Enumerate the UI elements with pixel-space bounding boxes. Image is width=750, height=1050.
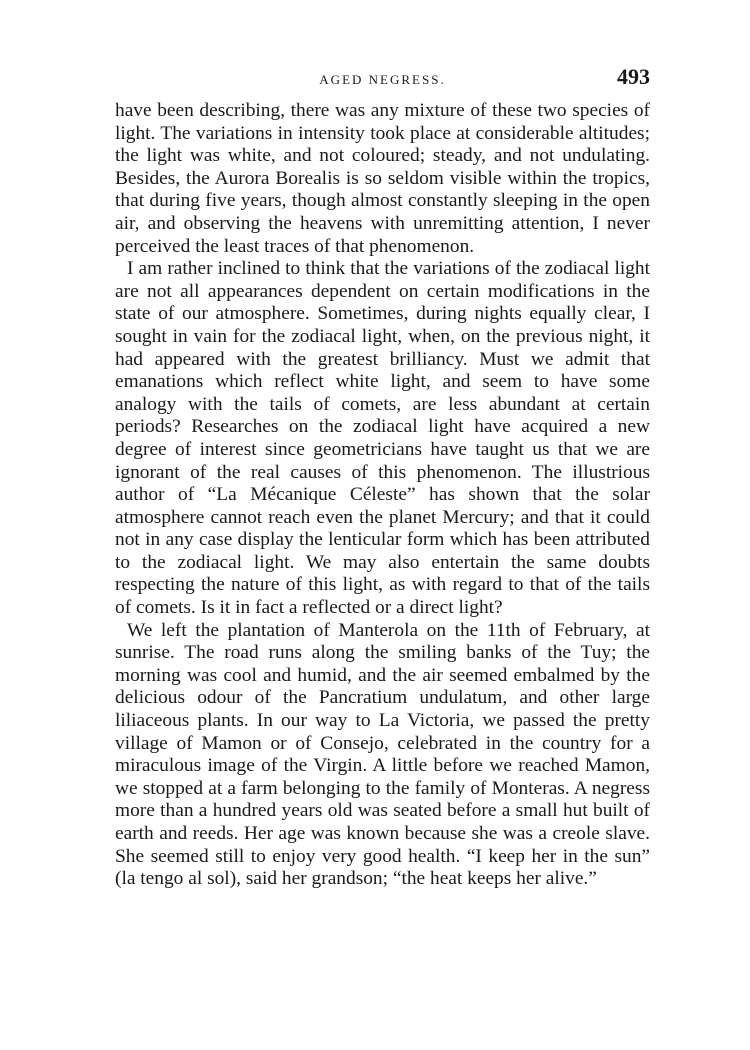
page-number: 493 [617,64,650,89]
page-header [115,58,650,90]
running-head: AGED NEGRESS. [319,72,446,87]
paragraph-2: I am rather inclined to think that the variations of the zodiacal light are not all appearances dependent on certain modifications in the state of our atmosphere. Sometimes, during nights equally clear, I sought in vain for the zodiacal light, when, on the previous night, it had appeared with the greatest brilliancy. Must we admit that emanations which reflect white light, and seem to have some analogy with the tails of comets, are less abundant at certain periods? Researches on the zodiacal light have acquired a new degree of interest since geometricians have taught us that we are ignorant of the real causes of this phenomenon. The illustrious author of “La Mécanique Céleste” has shown that the solar atmosphere cannot reach even the planet Mercury; and that it could not in any case display the lenticular form which has been attributed to the zodiacal light. We may also entertain the same doubts respecting the nature of this light, as with regard to that of the tails of comets. Is it in fact a reflected or a direct light? [115,258,650,619]
paragraph-3: We left the plantation of Manterola on the 11th of February, at sunrise. The road runs along the smiling banks of the Tuy; the morning was cool and humid, and the air seemed embalmed by the delicious odour of the Pancratium undulatum, and other large liliaceous plants. In our way to La Victoria, we passed the pretty village of Mamon or of Consejo, celebrated in the country for a miraculous image of the Virgin. A little before we reached Mamon, we stopped at a farm belonging to the family of Monteras. A negress more than a hundred years old was seated before a small hut built of earth and reeds. Her age was known because she was a creole slave. She seemed still to enjoy very good health. “I keep her in the sun” (la tengo al sol), said her grandson; “the heat keeps her alive.” [115,619,650,890]
paragraph-1: have been describing, there was any mixture of these two species of light. The variations in intensity took place at considerable altitudes; the light was white, and not coloured; steady, and not undulating. Besides, the Aurora Borealis is so seldom visible within the tropics, that during five years, though almost constantly sleeping in the open air, and observing the heavens with unremitting attention, I never perceived the least traces of that phenomenon. [115,100,650,257]
body-text [115,100,650,891]
